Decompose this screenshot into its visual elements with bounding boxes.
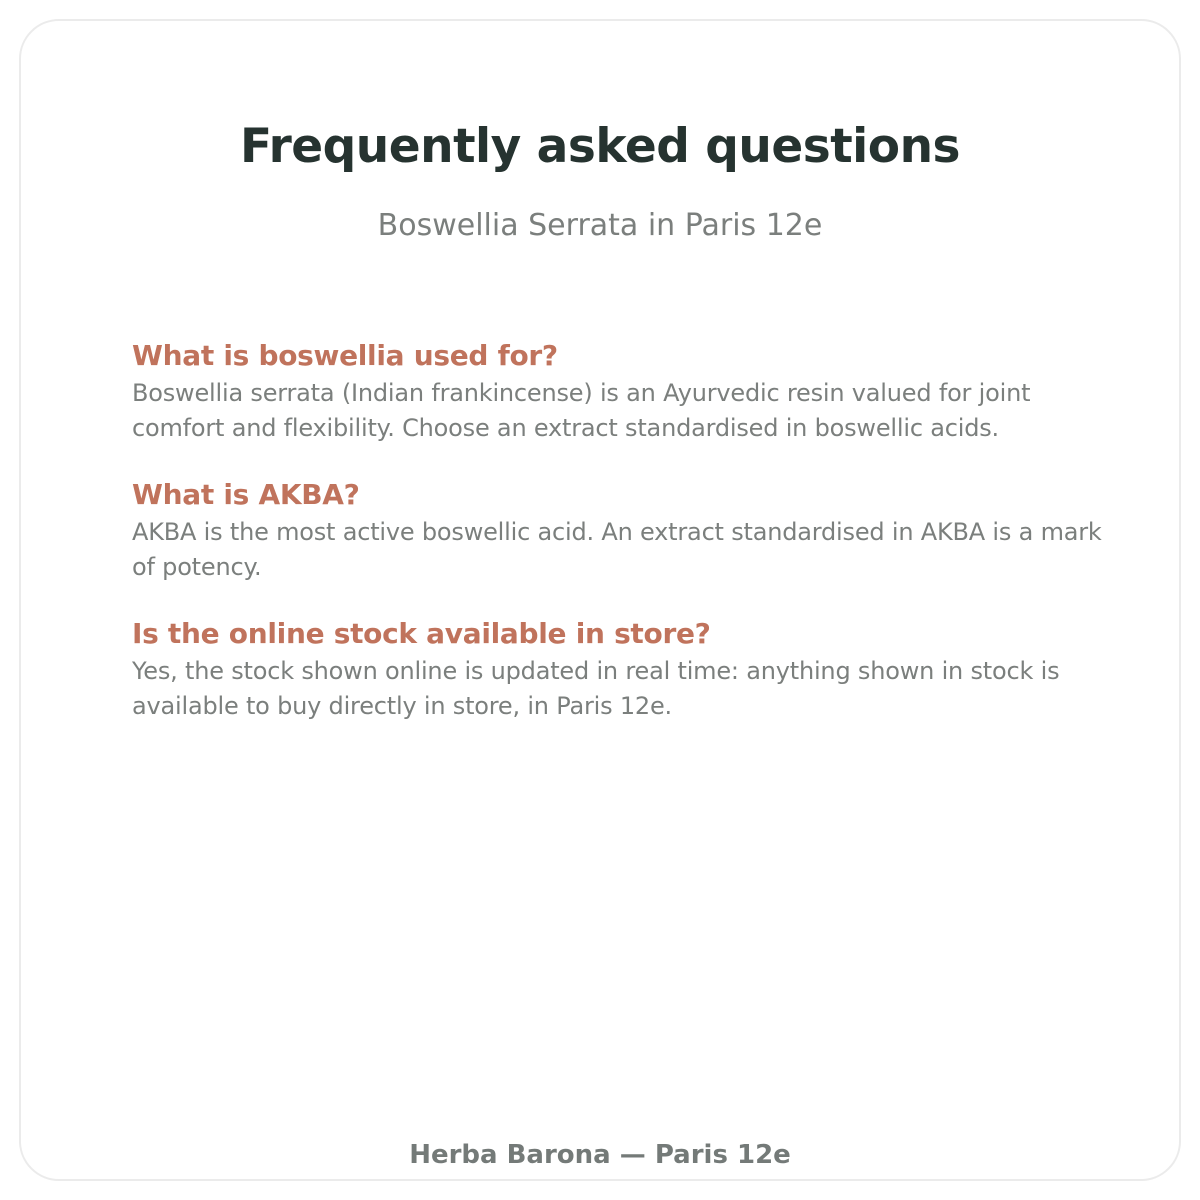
faq-card [19, 19, 1181, 1181]
faq-question: Is the online stock available in store? [132, 617, 711, 650]
footer-store-name: Herba Barona — Paris 12e [409, 1140, 791, 1170]
faq-item-akba [132, 475, 1122, 585]
faq-item-boswellia-use [132, 336, 1122, 446]
faq-list [132, 336, 1122, 753]
faq-answer: Boswellia serrata (Indian frankincense) is an Ayurvedic resin valued for joint comfort and flexibility. Choose an extract standardised in boswellic acids. [132, 379, 1031, 442]
faq-answer: Yes, the stock shown online is updated in real time: anything shown in stock is available to buy directly in store, in Paris 12e. [132, 657, 1060, 720]
page-subtitle: Boswellia Serrata in Paris 12e [377, 208, 823, 243]
faq-item-online-stock [132, 614, 1122, 724]
faq-question: What is boswellia used for? [132, 339, 558, 372]
page-title: Frequently asked questions [240, 119, 960, 174]
faq-question: What is AKBA? [132, 478, 360, 511]
faq-answer: AKBA is the most active boswellic acid. An extract standardised in AKBA is a mark of potency. [132, 518, 1102, 581]
